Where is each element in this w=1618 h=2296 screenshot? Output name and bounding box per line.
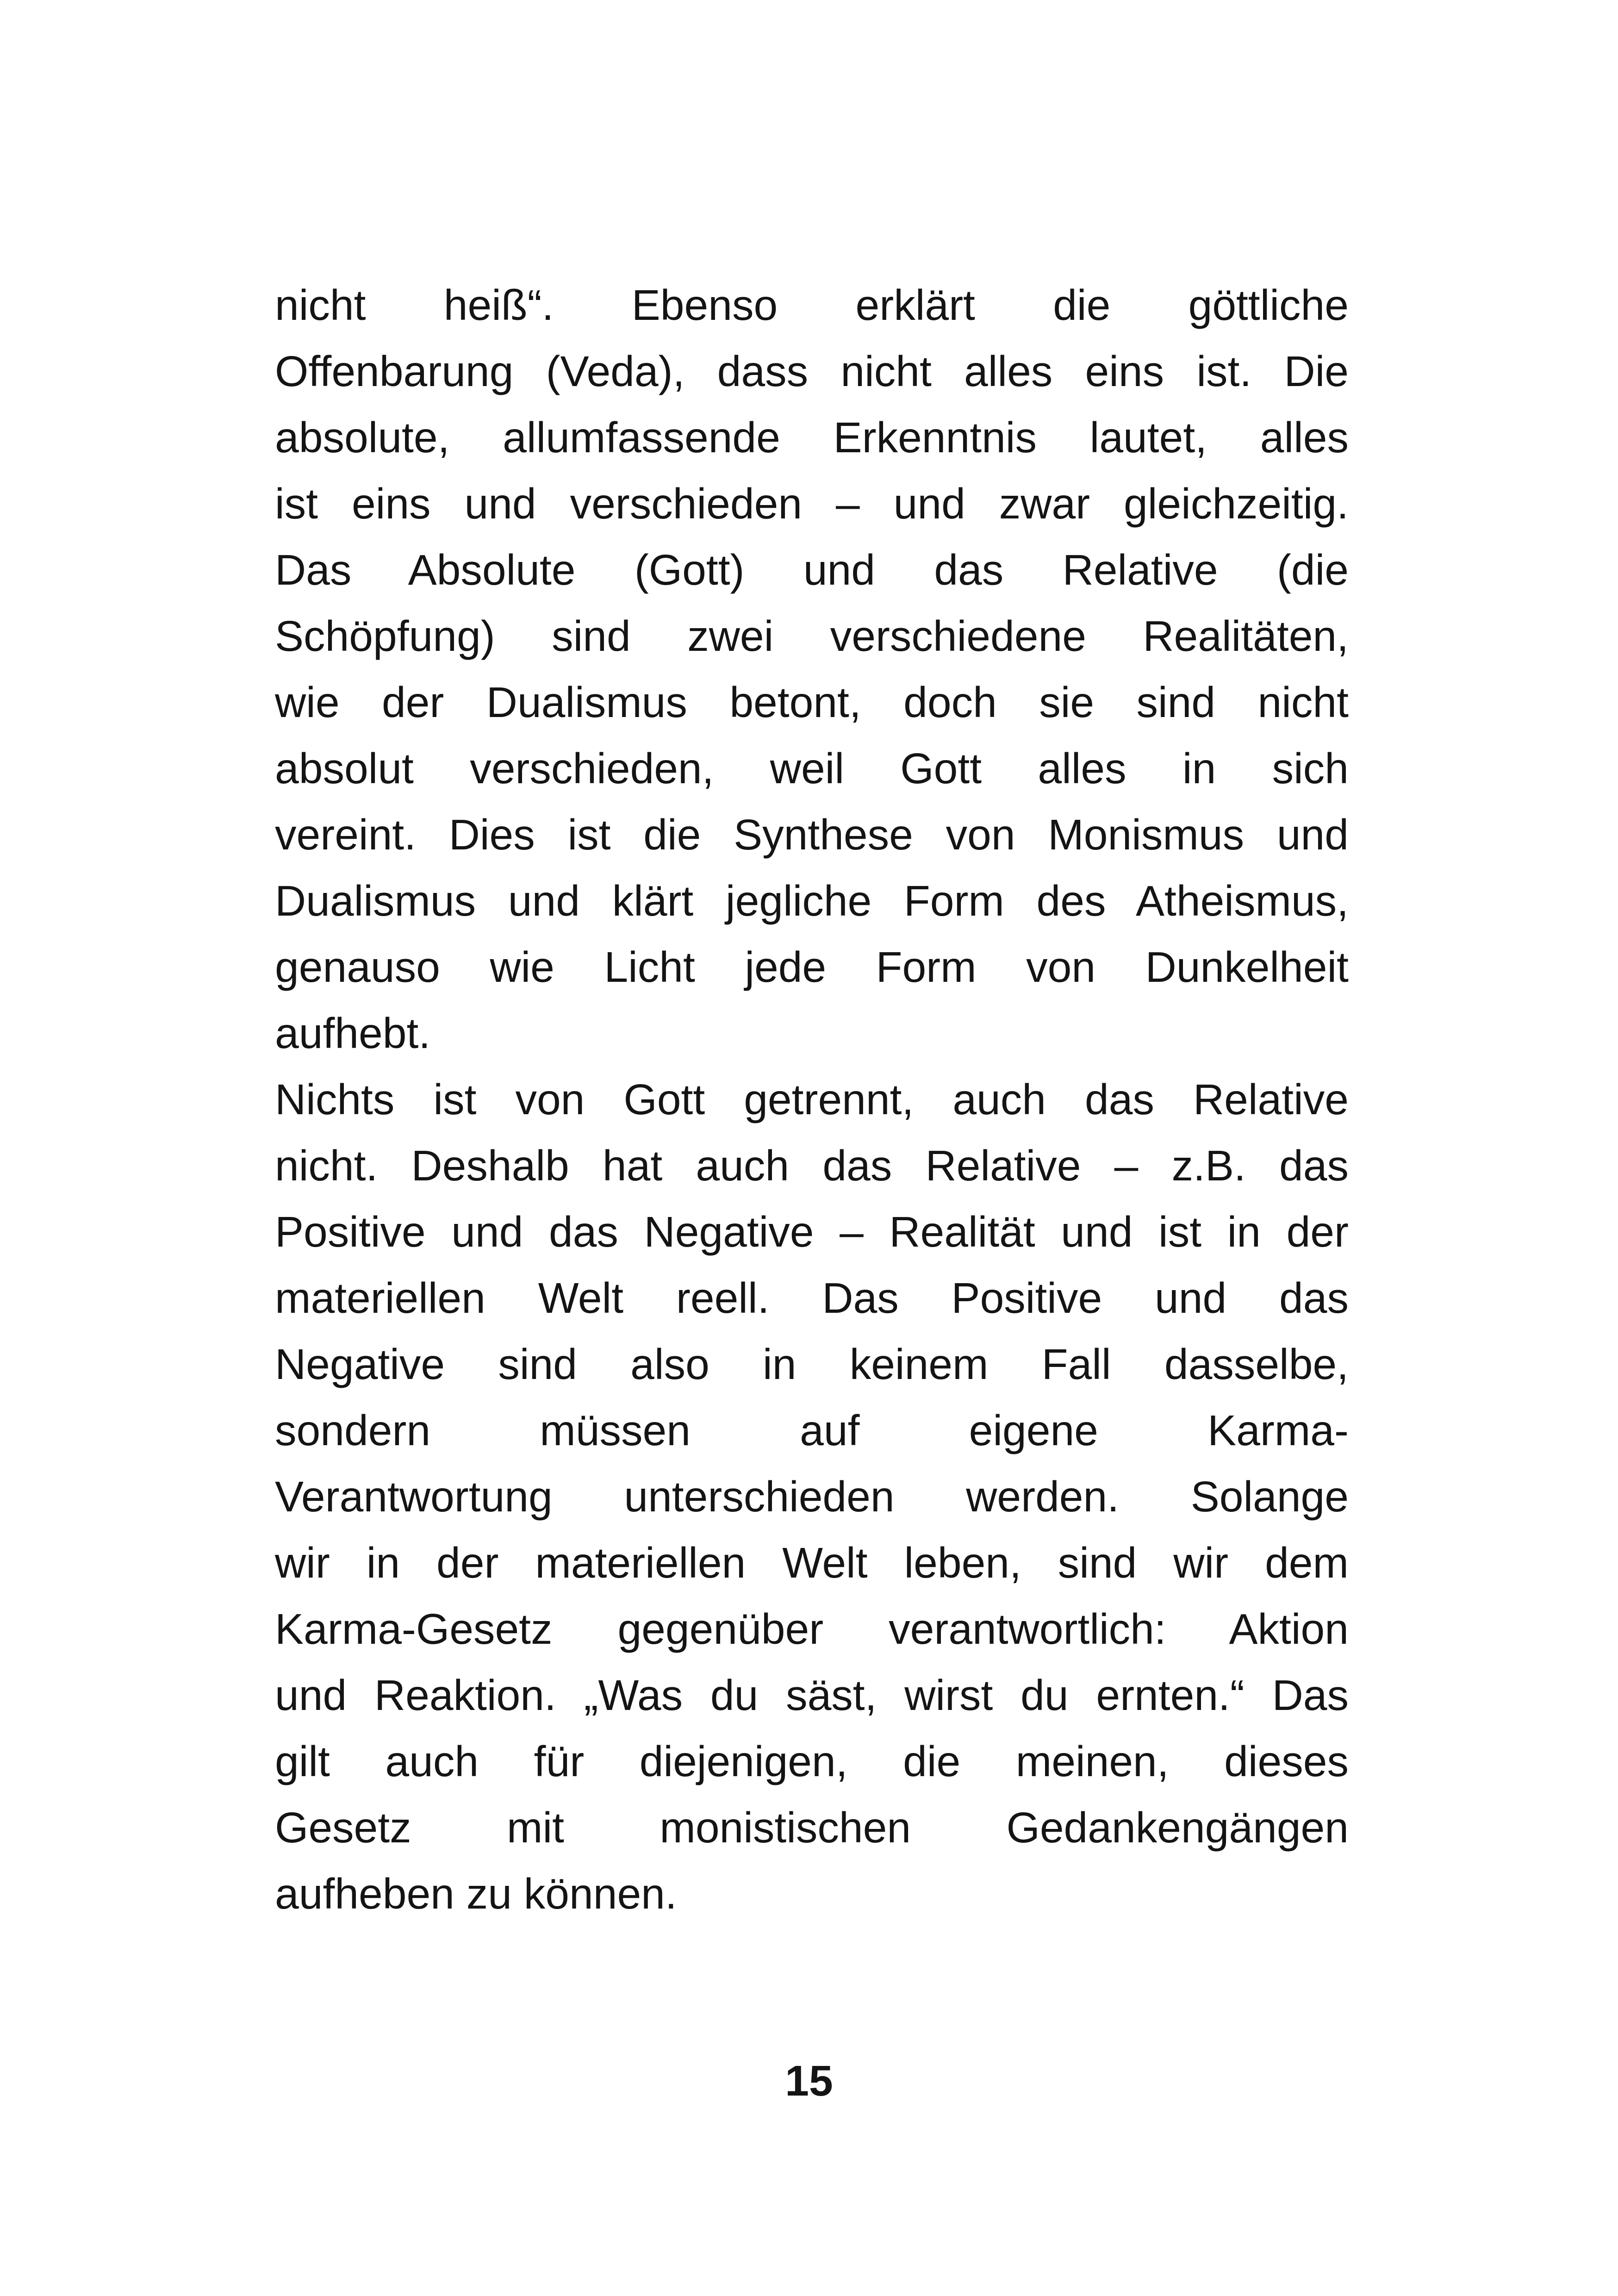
text-line: absolute, allumfassende Erkenntnis lautet, alles (275, 413, 1349, 462)
text-line: sondern müssen auf eigene Karma- (275, 1406, 1349, 1454)
text-line: nicht. Deshalb hat auch das Relative – z.B. das (275, 1142, 1349, 1190)
body-text (275, 272, 1349, 1927)
text-line: ist eins und verschieden – und zwar gleichzeitig. (275, 480, 1349, 528)
text-line: Gesetz mit monistischen Gedankengängen (275, 1803, 1349, 1852)
text-line: und Reaktion. „Was du säst, wirst du ernten.“ Das (275, 1671, 1349, 1719)
text-line: Offenbarung (Veda), dass nicht alles eins ist. Die (275, 347, 1349, 395)
text-line: Negative sind also in keinem Fall dasselbe, (275, 1340, 1349, 1388)
text-line: aufhebt. (275, 1009, 431, 1057)
text-line: Positive und das Negative – Realität und ist in der (275, 1208, 1349, 1256)
page-number: 15 (785, 2057, 833, 2105)
text-line: Karma-Gesetz gegenüber verantwortlich: Aktion (275, 1605, 1349, 1653)
text-line: materiellen Welt reell. Das Positive und das (275, 1274, 1349, 1322)
text-line: gilt auch für diejenigen, die meinen, dieses (275, 1737, 1349, 1785)
text-line: wie der Dualismus betont, doch sie sind nicht (275, 678, 1349, 726)
text-line: aufheben zu können. (275, 1870, 677, 1918)
text-line: Nichts ist von Gott getrennt, auch das Relative (275, 1075, 1349, 1123)
paragraph-2 (275, 1067, 1349, 1927)
text-line: vereint. Dies ist die Synthese von Monismus und (275, 811, 1349, 859)
paragraph-1 (275, 272, 1349, 1067)
text-line: genauso wie Licht jede Form von Dunkelheit (275, 943, 1349, 991)
text-line: Das Absolute (Gott) und das Relative (die (275, 546, 1349, 594)
text-line: nicht heiß“. Ebenso erklärt die göttliche (275, 281, 1349, 329)
text-line: wir in der materiellen Welt leben, sind wir dem (275, 1539, 1349, 1587)
text-line: Verantwortung unterschieden werden. Solange (275, 1472, 1349, 1521)
text-line: Schöpfung) sind zwei verschiedene Realitäten, (275, 612, 1349, 660)
text-line: Dualismus und klärt jegliche Form des Atheismus, (275, 877, 1349, 925)
text-line: absolut verschieden, weil Gott alles in sich (275, 744, 1349, 792)
